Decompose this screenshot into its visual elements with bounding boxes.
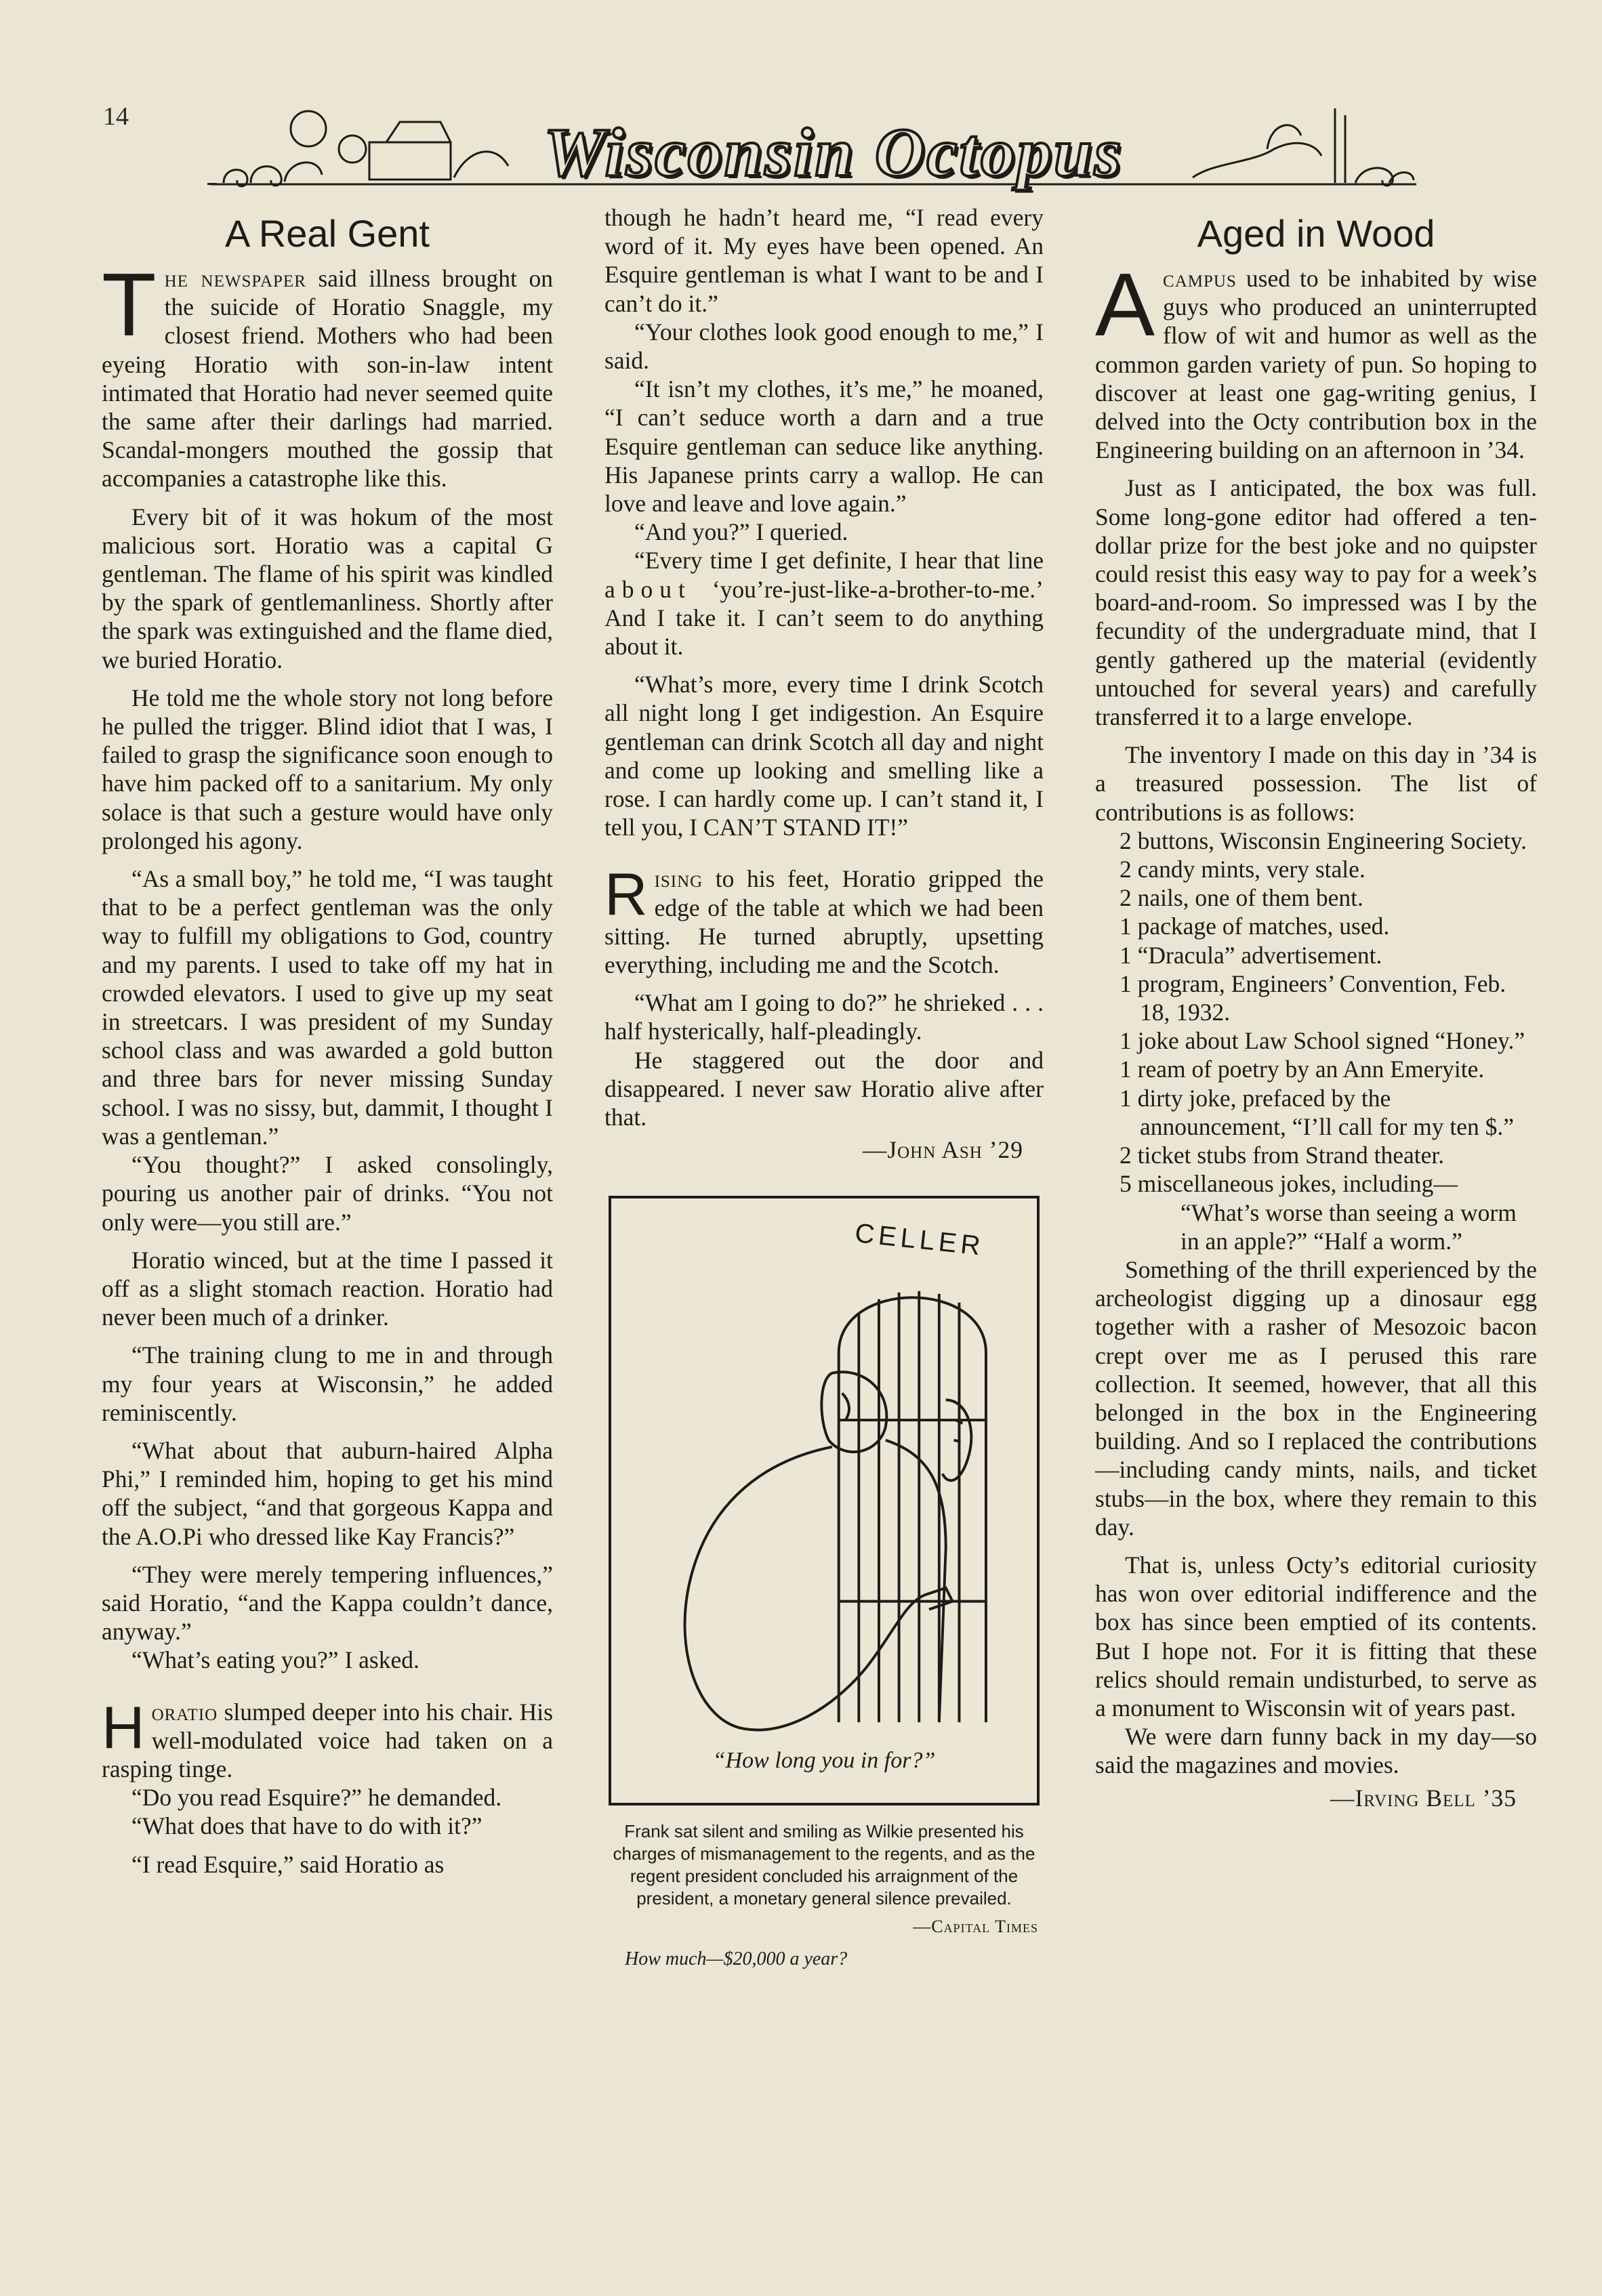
page-number: 14 — [103, 102, 129, 131]
article2-paragraph: We were darn funny back in my day—so said the magazines and movies. — [1095, 1723, 1537, 1779]
article1-paragraph: though he hadn’t heard me, “I read every word of it. My eyes have been opened. An Esquire gentleman is what I want to be and I can’t do it.” — [604, 204, 1044, 317]
column-1 — [102, 203, 553, 1879]
article1-paragraph: “What am I going to do?” he shrieked . . . half hysterically, half-pleadingly. — [604, 989, 1044, 1045]
article1-paragraph: The newspaper said illness brought on the suicide of Horatio Snaggle, my closest friend. Mothers who had been eyeing Horatio with son-in-law intent intimated that Horatio had never seemed quite the same after their darlings had married. Scandal-mongers mouthed the gossip that accompanies a catastrophe like this. — [102, 255, 553, 493]
article1-paragraph: “The training clung to me in and through my four years at Wisconsin,” he added reminiscently. — [102, 1341, 553, 1426]
column-2 — [604, 203, 1044, 1974]
inventory-list — [1095, 827, 1537, 1255]
dropcap: T — [102, 255, 157, 354]
list-item: 1 “Dracula” advertisement. — [1120, 941, 1382, 969]
article1-paragraph: Every bit of it was hokum of the most malicious sort. Horatio was a capital G gentleman. The flame of his spirit was kindled by the spark of gentlemanliness. Shortly after the spark was extinguished and the flame died, we buried Horatio. — [102, 503, 553, 673]
article1-paragraph: “It isn’t my clothes, it’s me,” he moaned, “I can’t seduce worth a darn and a true Esquire gentleman can seduce like anything. His Japanese prints carry a wallop. He can love and leave and love again.” — [604, 375, 1044, 518]
article2-paragraph: Acampus used to be inhabited by wise guys who produced an uninterrupted flow of wit and humor as well as the common garden variety of pun. So hoping to discover at least one gag-writing genius, I delved into the Octy contribution box in the Engineering building on an afternoon in ’34. — [1095, 255, 1537, 464]
list-item-joke: “What’s worse than seeing a worm in an apple?” “Half a worm.” — [1180, 1198, 1517, 1255]
cartoon-illustration — [611, 1198, 1037, 1803]
column-3 — [1095, 203, 1537, 1812]
article2-paragraph: Just as I anticipated, the box was full. Some long-gone editor had offered a ten-dollar prize for the best joke and no quipster could resist this easy way to pay for a week’s board-and-room. So impressed was I by the fecundity of the undergraduate mind, that I gently gathered up the material (evidently untouched for several years) and carefully transferred it to a large envelope. — [1095, 474, 1537, 731]
article1-paragraph: “And you?” I queried. — [634, 518, 848, 546]
list-item: 1 program, Engineers’ Convention, Feb. 18, 1932. — [1120, 969, 1506, 1026]
list-item: 2 buttons, Wisconsin Engineering Society. — [1120, 827, 1527, 854]
list-item: 2 ticket stubs from Strand theater. — [1120, 1142, 1445, 1169]
dropcap: R — [604, 860, 648, 928]
article1-paragraph: He staggered out the door and disappeared. I never saw Horatio alive after that. — [604, 1046, 1044, 1131]
list-item: 1 package of matches, used. — [1120, 913, 1390, 940]
article1-paragraph: “Do you read Esquire?” he demanded. — [131, 1784, 502, 1812]
article1-paragraph: Horatio slumped deeper into his chair. His well-modulated voice had taken on a rasping tinge. — [102, 1693, 553, 1782]
masthead — [210, 102, 1416, 196]
article1-paragraph: He told me the whole story not long before he pulled the trigger. Blind idiot that I was, I failed to grasp the significance soon enough to have him packed off to a sanitarium. My only solace is that such a gesture would have only prolonged his agony. — [102, 684, 553, 854]
article2-paragraph: That is, unless Octy’s editorial curiosity has won over editorial indifference and the box has since been emptied of its contents. But I hope not. For it is fitting that these relics should remain undisturbed, to serve as a monument to Wisconsin wit of years past. — [1095, 1551, 1537, 1721]
article1-paragraph: “They were merely tempering influences,” said Horatio, “and the Kappa couldn’t dance, anyway.” — [102, 1560, 553, 1646]
clipping-source: —Capital Times — [913, 1916, 1038, 1936]
list-item: 5 miscellaneous jokes, including— — [1120, 1170, 1458, 1198]
article1-paragraph: “Every time I get definite, I hear that line about ‘you’re-just-like-a-brother-to-me.’ And I take it. I can’t seem to do anything about it. — [604, 547, 1044, 661]
article1-byline: —John Ash ’29 — [862, 1136, 1023, 1164]
article1-paragraph: “What’s eating you?” I asked. — [131, 1646, 419, 1674]
article1-paragraph: “What about that auburn-haired Alpha Phi,” I reminded him, hoping to get his mind off the subject, “and that gorgeous Kappa and the A.O.Pi who dressed like Kay Francis?” — [102, 1436, 553, 1550]
article1-paragraph: “I read Esquire,” said Horatio as — [131, 1850, 445, 1878]
dropcap: A — [1095, 255, 1155, 354]
cartoon-sign: CELLER — [853, 1217, 986, 1261]
article1-paragraph: Rising to his feet, Horatio gripped the edge of the table at which we had been sitting. He turned abruptly, upsetting everything, including me and the Scotch. — [604, 860, 1044, 979]
list-item: 2 nails, one of them bent. — [1120, 884, 1363, 912]
article1-paragraph: “You thought?” I asked consolingly, pouring us another pair of drinks. “You not only were—you still are.” — [102, 1151, 553, 1236]
corner-rule — [207, 183, 217, 185]
list-item: 2 candy mints, very stale. — [1120, 856, 1365, 883]
article1-paragraph: “What’s more, every time I drink Scotch all night long I get indigestion. An Esquire gentleman can drink Scotch all day and night and come up looking and smelling like a rose. I can hardly come up. I can’t stand it, I tell you, I CAN’T STAND IT!” — [604, 671, 1044, 841]
article1-headline: A Real Gent — [225, 212, 430, 255]
list-item: 1 dirty joke, prefaced by the announcement, “I’ll call for my ten $.” — [1120, 1084, 1515, 1140]
article2-paragraph: Something of the thrill experienced by the archeologist digging up a dinosaur egg together with a rasher of Mesozoic bacon crept over me as I perused this rare collection. It seemed, however, that all this belonged in the box in the Engineering building. And so I replaced the contributions—including candy mints, nails, and ticket stubs—in the box, where they remain to this day. — [1095, 1255, 1537, 1541]
article1-paragraph: “As a small boy,” he told me, “I was taught that to be a perfect gentleman was the only way to fulfill my obligations to God, country and my parents. I used to take off my hat in crowded elevators. I used to give up my seat in streetcars. I was president of my Sunday school class and was awarded a gold button and three bars for never missing Sunday school. I was no sissy, but, dammit, I thought I was a gentleman.” — [102, 865, 553, 1150]
article2-headline: Aged in Wood — [1197, 212, 1435, 255]
article2-byline: —Irving Bell ’35 — [1330, 1784, 1517, 1812]
article1-paragraph: “Your clothes look good enough to me,” I said. — [604, 318, 1044, 375]
masthead-title: Wisconsin Octopus — [543, 114, 1124, 191]
cartoon-caption: “How long you in for?” — [712, 1748, 936, 1774]
article2-paragraph: The inventory I made on this day in ’34 is a treasured possession. The list of contributions is as follows: — [1095, 741, 1537, 826]
article1-paragraph: “What does that have to do with it?” — [131, 1812, 482, 1840]
article1-paragraph: Horatio winced, but at the time I passed it off as a slight stomach reaction. Horatio had never been much of a drinker. — [102, 1246, 553, 1331]
list-item: 1 ream of poetry by an Ann Emeryite. — [1120, 1056, 1485, 1083]
news-clipping: Frank sat silent and smiling as Wilkie presented his charges of mismanagement to the regents, and as the regent president concluded his arraignment of the president, a monetary general silence prevailed. — [613, 1820, 1035, 1908]
cartoon — [609, 1196, 1040, 1806]
list-item: 1 joke about Law School signed “Honey.” — [1120, 1027, 1525, 1055]
clipping-comment: How much—$20,000 a year? — [625, 1948, 848, 1969]
dropcap: H — [102, 1693, 145, 1761]
